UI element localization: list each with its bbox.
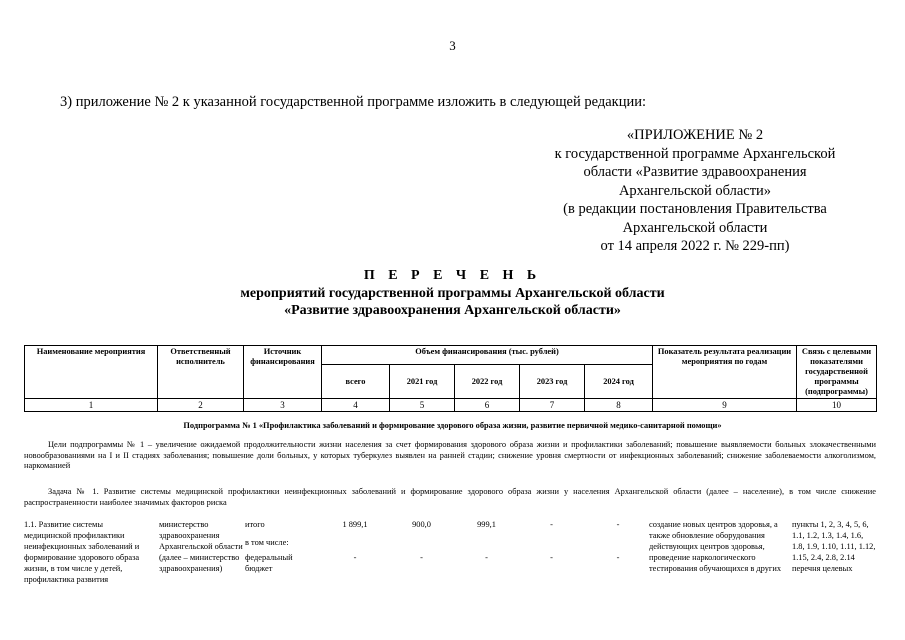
header-2022: 2022 год [455, 364, 520, 398]
header-result: Показатель результата реализации мероприятия по годам [653, 346, 797, 399]
column-number: 5 [390, 399, 455, 412]
value-2021: 900,0 [412, 520, 431, 529]
column-number: 4 [322, 399, 390, 412]
measure-link: пункты 1, 2, 3, 4, 5, 6, 1.1, 1.2, 1.3, 1.4, 1.6, 1.8, 1.9, 1.10, 1.11, 1.12, 1.15, 2.4, 2.8, 2.14 перечня целевых [792, 520, 876, 573]
header-responsible: Ответственный исполнитель [158, 346, 244, 399]
title-measures: мероприятий государственной программы Архангельской области [240, 286, 665, 301]
column-number: 8 [585, 399, 653, 412]
intro-text: 3) приложение № 2 к указанной государственной программе изложить в следующей редакции: [60, 94, 647, 110]
federal-2023: - [550, 553, 553, 562]
title-program: «Развитие здравоохранения Архангельской области» [284, 303, 621, 318]
value-total: 1 899,1 [342, 520, 368, 529]
value-2023: - [550, 520, 553, 529]
measures-table-header [24, 345, 877, 412]
column-number: 6 [455, 399, 520, 412]
column-number: 7 [520, 399, 585, 412]
header-name: Наименование мероприятия [25, 346, 158, 399]
header-link: Связь с целевыми показателями государственной программы (подпрограммы) [797, 346, 877, 399]
appendix-line: от 14 апреля 2022 г. № 229-пп) [600, 238, 790, 254]
header-2021: 2021 год [390, 364, 455, 398]
value-2024: - [616, 520, 620, 529]
subprogram-title: Подпрограмма № 1 «Профилактика заболеваний и формирование здорового образа жизни, развитие первичной медико-санитарной помощи» [183, 421, 722, 430]
page-number: 3 [449, 38, 456, 53]
appendix-line: Архангельской области [622, 219, 768, 236]
column-number: 1 [25, 399, 158, 412]
measure-responsible: министерство здравоохранения Архангельской области (далее – министерство здравоохранения) [159, 520, 243, 573]
column-number: 3 [244, 399, 322, 412]
appendix-block [520, 126, 870, 256]
measure-name: 1.1. Развитие системы медицинской профилактики неинфекционных заболеваний и формирование здорового образа жизни, в том числе у детей, профилактика развития [24, 520, 140, 584]
appendix-line: «ПРИЛОЖЕНИЕ № 2 [626, 127, 764, 143]
header-total: всего [322, 364, 390, 398]
header-source: Источник финансирования [244, 346, 322, 399]
appendix-line: Архангельской области» [618, 182, 772, 199]
value-2022: 999,1 [477, 520, 496, 529]
column-number: 9 [653, 399, 797, 412]
task-paragraph: Задача № 1. Развитие системы медицинской профилактики неинфекционных заболеваний и формирование здорового образа жизни у населения Архангельской области (далее – население), в том числе снижение распространенности наиболее значимых факторов риска [24, 487, 876, 507]
source-total: итого [245, 520, 265, 529]
source-including: в том числе: [245, 538, 289, 547]
source-federal: федеральный бюджет [245, 553, 293, 573]
title-list: П Е Р Е Ч Е Н Ь [363, 268, 542, 283]
federal-2024: - [616, 553, 620, 562]
column-number: 10 [797, 399, 877, 412]
federal-total: - [353, 553, 357, 562]
measure-result: создание новых центров здоровья, а также обновление оборудования действующих центров здоровья, проведение наркологического тестирования обучающихся в других [649, 520, 782, 573]
header-funding: Объем финансирования (тыс. рублей) [322, 346, 653, 365]
federal-2021: - [420, 553, 423, 562]
appendix-line: области «Развитие здравоохранения [583, 164, 807, 180]
column-number: 2 [158, 399, 244, 412]
appendix-line: к государственной программе Архангельской [554, 145, 836, 162]
goals-paragraph: Цели подпрограммы № 1 – увеличение ожидаемой продолжительности жизни населения за счет формирования здорового образа жизни и профилактики заболеваний; повышение выявляемости больных злокачественными новообразованиями на I и II стадиях заболевания; повышение доли больных, у которых туберкулез выявлен на ранней стадии; снижение уровня смертности от инфекционных заболеваний; снижение заболеваемости алкоголизмом, наркоманией [24, 440, 876, 470]
header-2024: 2024 год [585, 364, 653, 398]
appendix-line: (в редакции постановления Правительства [563, 201, 827, 217]
header-2023: 2023 год [520, 364, 585, 398]
federal-2022: - [485, 553, 488, 562]
